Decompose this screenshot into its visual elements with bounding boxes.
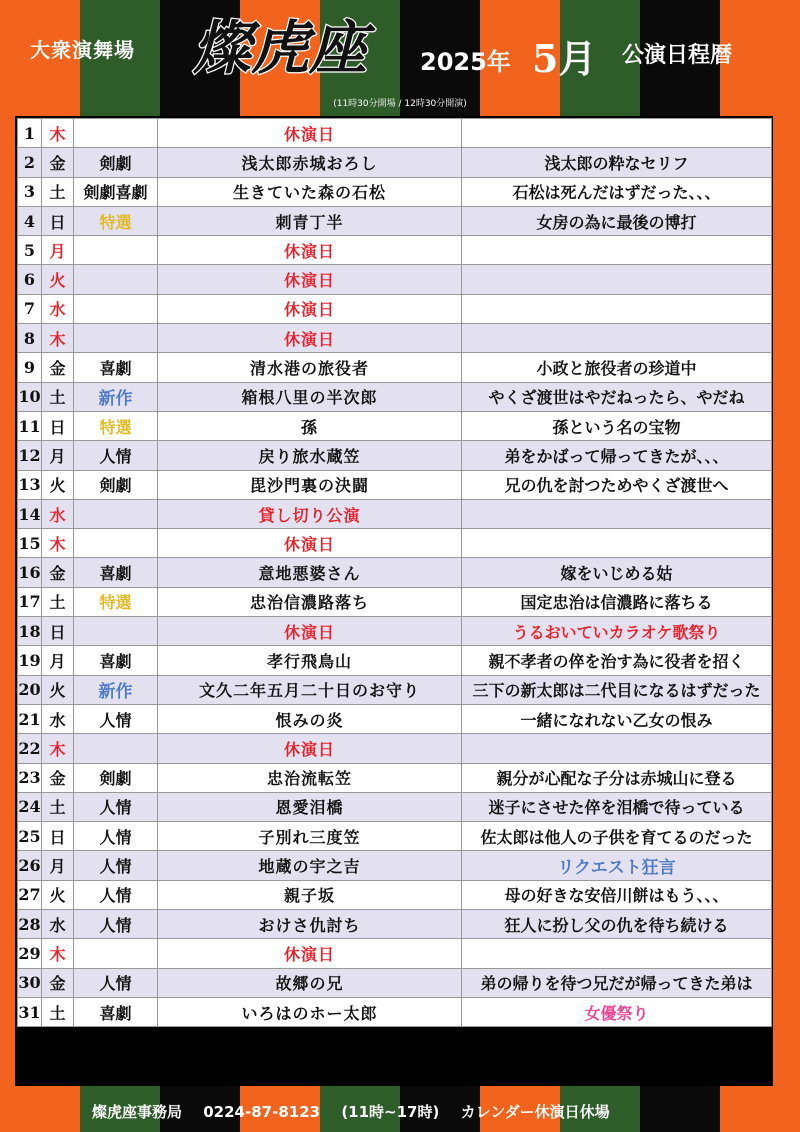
genre-cell: 喜劇 [74, 558, 158, 587]
footer-info [92, 1101, 626, 1122]
day-cell: 20 [18, 675, 42, 704]
day-cell: 28 [18, 910, 42, 939]
day-cell: 16 [18, 558, 42, 587]
note-cell: 弟の帰りを待つ兄だが帰ってきた弟は [462, 968, 772, 997]
title-cell: 箱根八里の半次郎 [158, 382, 462, 411]
note-cell: 女優祭り [462, 997, 772, 1026]
table-row [18, 822, 772, 851]
note-cell [462, 734, 772, 763]
note-cell: 兄の仇を討つためやくざ渡世へ [462, 470, 772, 499]
note-cell [462, 939, 772, 968]
footer-hours: (11時~17時) [341, 1103, 440, 1121]
table-row [18, 529, 772, 558]
footer-phone: 0224-87-8123 [203, 1103, 321, 1121]
month-label: 5月 [532, 36, 597, 81]
table-row [18, 792, 772, 821]
day-cell: 17 [18, 587, 42, 616]
genre-cell [74, 324, 158, 353]
title-cell: 忠治流転笠 [158, 763, 462, 792]
note-cell [462, 294, 772, 323]
title-cell: 親子坂 [158, 880, 462, 909]
day-cell: 9 [18, 353, 42, 382]
genre-cell [74, 529, 158, 558]
weekday-cell: 木 [42, 734, 74, 763]
day-cell: 2 [18, 148, 42, 177]
weekday-cell: 土 [42, 997, 74, 1026]
table-row [18, 939, 772, 968]
note-cell [462, 529, 772, 558]
title-cell: おけさ仇討ち [158, 910, 462, 939]
weekday-cell: 月 [42, 851, 74, 880]
genre-cell [74, 617, 158, 646]
title-cell: 休演日 [158, 236, 462, 265]
footer-holiday-note: カレンダー休演日休場 [460, 1103, 610, 1121]
note-cell: 一緒になれない乙女の恨み [462, 704, 772, 733]
weekday-cell: 水 [42, 704, 74, 733]
weekday-cell: 金 [42, 763, 74, 792]
note-cell [462, 499, 772, 528]
day-cell: 4 [18, 206, 42, 235]
weekday-cell: 火 [42, 265, 74, 294]
day-cell: 6 [18, 265, 42, 294]
title-cell: 恩愛泪橋 [158, 792, 462, 821]
note-cell: 女房の為に最後の博打 [462, 206, 772, 235]
genre-cell [74, 236, 158, 265]
weekday-cell: 木 [42, 324, 74, 353]
weekday-cell: 木 [42, 529, 74, 558]
genre-cell: 喜劇 [74, 646, 158, 675]
day-cell: 31 [18, 997, 42, 1026]
genre-cell: 人情 [74, 792, 158, 821]
genre-cell: 人情 [74, 968, 158, 997]
note-cell: 親分が心配な子分は赤城山に登る [462, 763, 772, 792]
genre-cell: 剣劇 [74, 148, 158, 177]
weekday-cell: 月 [42, 236, 74, 265]
title-cell: 貸し切り公演 [158, 499, 462, 528]
schedule-label: 公演日程暦 [622, 43, 733, 68]
weekday-cell: 金 [42, 968, 74, 997]
note-cell: 迷子にさせた倅を泪橋で待っている [462, 792, 772, 821]
day-cell: 23 [18, 763, 42, 792]
title-cell: 地蔵の宇之吉 [158, 851, 462, 880]
table-row [18, 704, 772, 733]
note-cell: 佐太郎は他人の子供を育てるのだった [462, 822, 772, 851]
title-cell: 孝行飛鳥山 [158, 646, 462, 675]
genre-cell: 新作 [74, 675, 158, 704]
table-row [18, 851, 772, 880]
logo-text: 燦虎座 [192, 14, 368, 82]
note-cell: 弟をかばって帰ってきたが、、、 [462, 441, 772, 470]
day-cell: 22 [18, 734, 42, 763]
brand-label: 大衆演舞場 [30, 38, 135, 62]
note-cell: 石松は死んだはずだった、、、 [462, 177, 772, 206]
weekday-cell: 金 [42, 353, 74, 382]
genre-cell: 人情 [74, 851, 158, 880]
title-cell: 文久二年五月二十日のお守り [158, 675, 462, 704]
genre-cell [74, 294, 158, 323]
table-row [18, 382, 772, 411]
genre-cell: 特選 [74, 587, 158, 616]
year-label: 2025年 [420, 48, 511, 76]
table-row [18, 734, 772, 763]
weekday-cell: 金 [42, 148, 74, 177]
table-row [18, 558, 772, 587]
day-cell: 18 [18, 617, 42, 646]
note-cell: 狂人に扮し父の仇を待ち続ける [462, 910, 772, 939]
footer-office: 燦虎座事務局 [92, 1103, 183, 1121]
day-cell: 26 [18, 851, 42, 880]
weekday-cell: 月 [42, 646, 74, 675]
note-cell: 国定忠治は信濃路に落ちる [462, 587, 772, 616]
genre-cell: 人情 [74, 880, 158, 909]
weekday-cell: 水 [42, 910, 74, 939]
title-cell: 子別れ三度笠 [158, 822, 462, 851]
day-cell: 3 [18, 177, 42, 206]
title-cell: 孫 [158, 411, 462, 440]
day-cell: 13 [18, 470, 42, 499]
title-cell: 休演日 [158, 734, 462, 763]
day-cell: 24 [18, 792, 42, 821]
table-row [18, 646, 772, 675]
note-cell [462, 324, 772, 353]
title-cell: 休演日 [158, 324, 462, 353]
note-cell: リクエスト狂言 [462, 851, 772, 880]
note-cell: 母の好きな安倍川餅はもう、、、 [462, 880, 772, 909]
day-cell: 30 [18, 968, 42, 997]
genre-cell: 特選 [74, 206, 158, 235]
weekday-cell: 日 [42, 617, 74, 646]
weekday-cell: 火 [42, 470, 74, 499]
genre-cell: 特選 [74, 411, 158, 440]
day-cell: 19 [18, 646, 42, 675]
note-cell: 親不孝者の倅を治す為に役者を招く [462, 646, 772, 675]
note-cell: 浅太郎の粋なセリフ [462, 148, 772, 177]
weekday-cell: 水 [42, 294, 74, 323]
day-cell: 11 [18, 411, 42, 440]
note-cell: うるおいていカラオケ歌祭り [462, 617, 772, 646]
title-cell: 休演日 [158, 617, 462, 646]
genre-cell: 剣劇 [74, 470, 158, 499]
title-cell: 休演日 [158, 294, 462, 323]
title-cell: 故郷の兄 [158, 968, 462, 997]
genre-cell [74, 265, 158, 294]
weekday-cell: 火 [42, 675, 74, 704]
table-row [18, 968, 772, 997]
genre-cell [74, 119, 158, 148]
weekday-cell: 土 [42, 382, 74, 411]
title-cell: 清水港の旅役者 [158, 353, 462, 382]
note-cell [462, 119, 772, 148]
day-cell: 21 [18, 704, 42, 733]
table-row [18, 177, 772, 206]
title-cell: 生きていた森の石松 [158, 177, 462, 206]
weekday-cell: 火 [42, 880, 74, 909]
note-cell: 三下の新太郎は二代目になるはずだった [462, 675, 772, 704]
weekday-cell: 土 [42, 792, 74, 821]
weekday-cell: 土 [42, 177, 74, 206]
table-row [18, 265, 772, 294]
genre-cell: 喜劇 [74, 997, 158, 1026]
day-cell: 14 [18, 499, 42, 528]
header [0, 0, 800, 110]
day-cell: 5 [18, 236, 42, 265]
title-cell: 忠治信濃路落ち [158, 587, 462, 616]
day-cell: 29 [18, 939, 42, 968]
table-row [18, 499, 772, 528]
weekday-cell: 月 [42, 441, 74, 470]
genre-cell: 人情 [74, 910, 158, 939]
table-row [18, 763, 772, 792]
title-cell: 休演日 [158, 529, 462, 558]
genre-cell [74, 939, 158, 968]
genre-cell: 人情 [74, 822, 158, 851]
table-row [18, 236, 772, 265]
title-cell: 休演日 [158, 939, 462, 968]
note-cell: 嫁をいじめる姑 [462, 558, 772, 587]
title-cell: 浅太郎赤城おろし [158, 148, 462, 177]
note-cell: 孫という名の宝物 [462, 411, 772, 440]
title-cell: 戻り旅水蔵笠 [158, 441, 462, 470]
note-cell: やくざ渡世はやだねったら、やだね [462, 382, 772, 411]
genre-cell: 新作 [74, 382, 158, 411]
table-row [18, 119, 772, 148]
day-cell: 27 [18, 880, 42, 909]
table-row [18, 910, 772, 939]
day-cell: 8 [18, 324, 42, 353]
title-cell: 毘沙門裏の決闘 [158, 470, 462, 499]
table-row [18, 470, 772, 499]
day-cell: 25 [18, 822, 42, 851]
table-row [18, 206, 772, 235]
weekday-cell: 金 [42, 558, 74, 587]
genre-cell: 剣劇喜劇 [74, 177, 158, 206]
genre-cell [74, 734, 158, 763]
table-row [18, 997, 772, 1026]
schedule-table [17, 118, 772, 1027]
open-time: (11時30分開場 / 12時30分開演) [333, 99, 467, 109]
weekday-cell: 土 [42, 587, 74, 616]
day-cell: 15 [18, 529, 42, 558]
table-row [18, 675, 772, 704]
genre-cell [74, 499, 158, 528]
note-cell: 小政と旅役者の珍道中 [462, 353, 772, 382]
genre-cell: 剣劇 [74, 763, 158, 792]
day-cell: 1 [18, 119, 42, 148]
weekday-cell: 木 [42, 119, 74, 148]
table-row [18, 148, 772, 177]
table-row [18, 324, 772, 353]
note-cell [462, 265, 772, 294]
day-cell: 10 [18, 382, 42, 411]
table-row [18, 294, 772, 323]
weekday-cell: 日 [42, 822, 74, 851]
genre-cell: 人情 [74, 441, 158, 470]
table-row [18, 617, 772, 646]
table-row [18, 441, 772, 470]
weekday-cell: 日 [42, 206, 74, 235]
logo [170, 6, 390, 86]
title-cell: 刺青丁半 [158, 206, 462, 235]
table-row [18, 880, 772, 909]
title-cell: 休演日 [158, 119, 462, 148]
title-cell: 恨みの炎 [158, 704, 462, 733]
genre-cell: 喜劇 [74, 353, 158, 382]
day-cell: 7 [18, 294, 42, 323]
day-cell: 12 [18, 441, 42, 470]
weekday-cell: 日 [42, 411, 74, 440]
note-cell [462, 236, 772, 265]
table-row [18, 411, 772, 440]
table-row [18, 353, 772, 382]
weekday-cell: 木 [42, 939, 74, 968]
title-cell: 意地悪婆さん [158, 558, 462, 587]
genre-cell: 人情 [74, 704, 158, 733]
table-row [18, 587, 772, 616]
weekday-cell: 水 [42, 499, 74, 528]
title-cell: いろはのホー太郎 [158, 997, 462, 1026]
title-cell: 休演日 [158, 265, 462, 294]
